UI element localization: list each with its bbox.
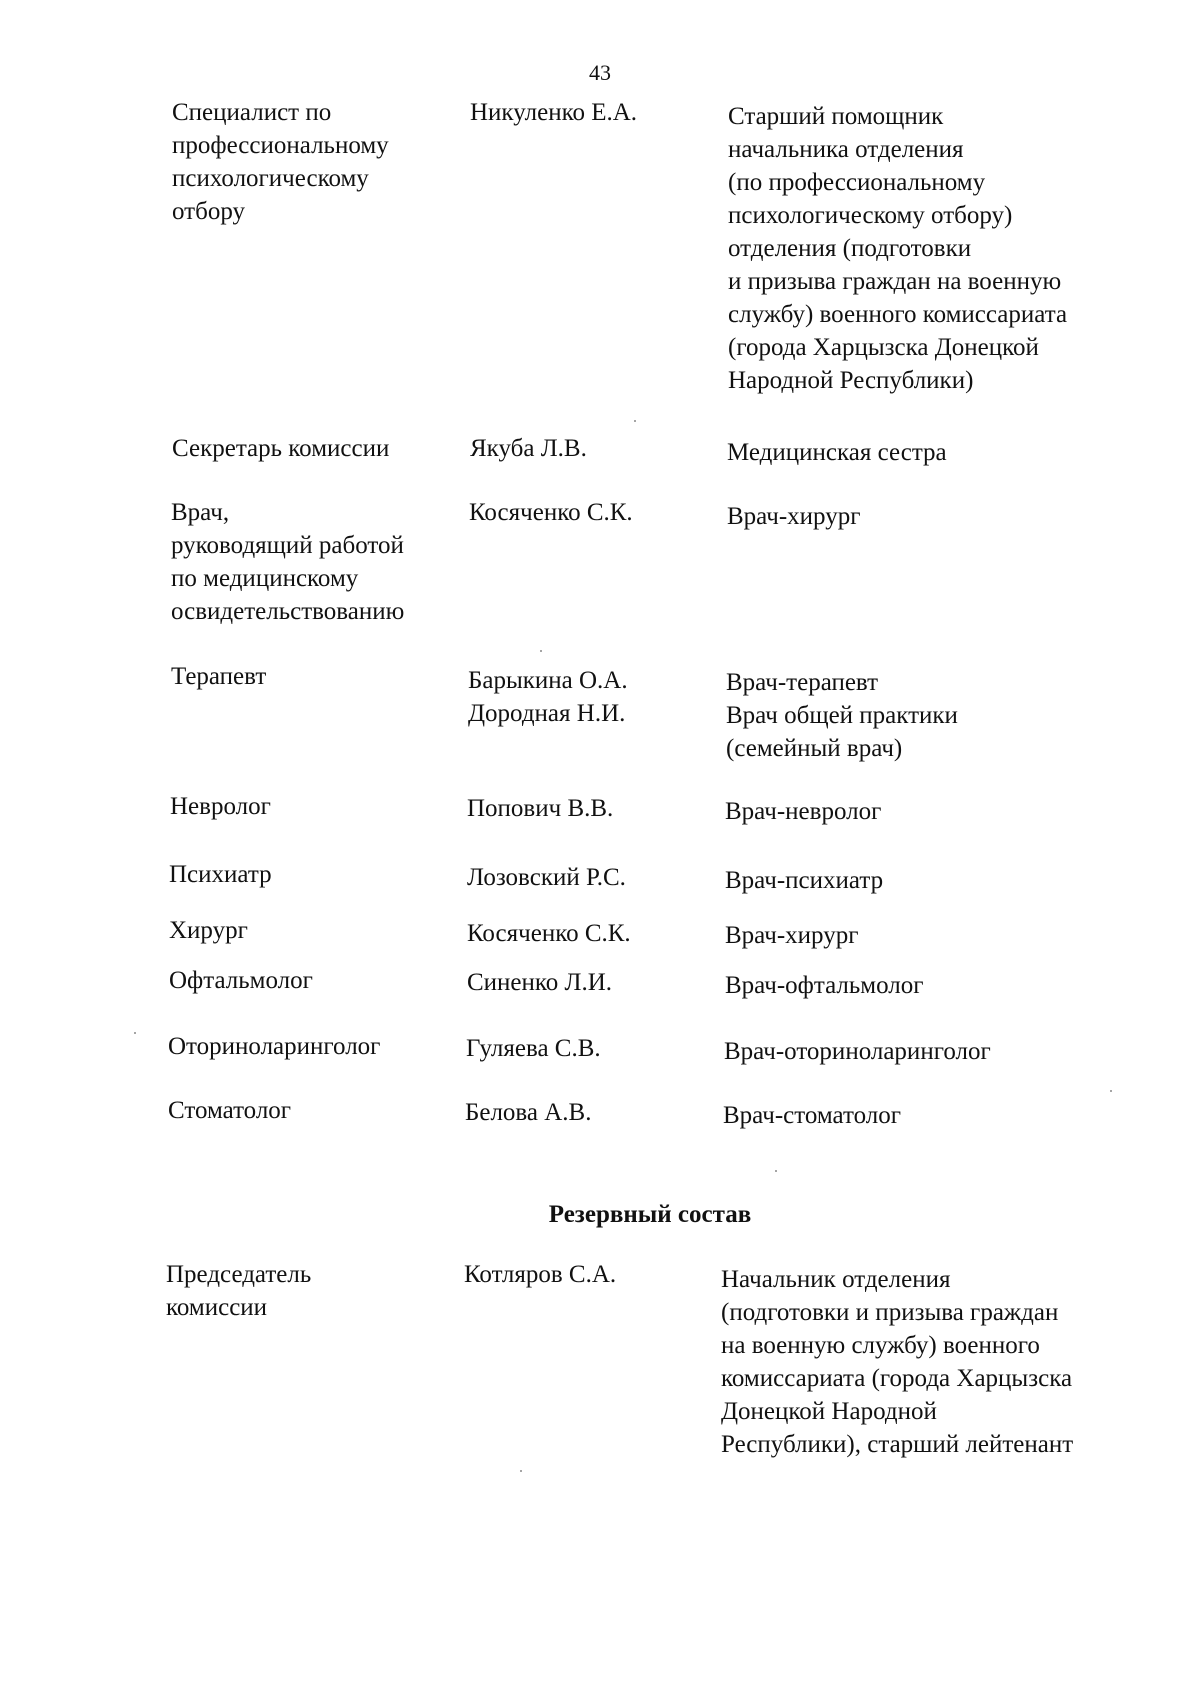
position-cell: Врач-офтальмолог (725, 972, 924, 999)
position-cell: Врач-хирург (725, 922, 859, 949)
role-cell: Председатель комиссии (166, 1261, 312, 1321)
role-cell: Офтальмолог (169, 967, 313, 994)
position-cell: Медицинская сестра (727, 439, 947, 466)
name-cell: Косяченко С.К. (467, 920, 631, 947)
position-cell: Врач-невролог (725, 798, 882, 825)
scan-speck (634, 420, 636, 422)
name-cell: Котляров С.А. (464, 1261, 617, 1288)
role-cell: Хирург (169, 917, 248, 944)
role-cell: Секретарь комиссии (172, 435, 390, 462)
scan-speck (134, 1032, 136, 1034)
position-cell: Старший помощник начальника отделения (по профессиональному психологическому отбору) отделения (подготовки и призыва граждан на военную службу) военного комиссариата (города Харцызска Донецкой Народной Республики) (728, 103, 1068, 394)
role-cell: Врач, руководящий работой по медицинскому освидетельствованию (171, 499, 405, 625)
position-cell: Врач-хирург (727, 503, 861, 530)
position-cell: Начальник отделения (подготовки и призыва граждан на военную службу) военного комиссариата (города Харцызска Донецкой Народной Республики), старший лейтенант (721, 1266, 1074, 1458)
name-cell: Никуленко Е.А. (470, 99, 638, 126)
position-cell: Врач-стоматолог (723, 1102, 901, 1129)
scan-speck (775, 1170, 777, 1172)
scan-speck (520, 1470, 522, 1472)
name-cell: Косяченко С.К. (469, 499, 633, 526)
role-cell: Психиатр (169, 861, 272, 888)
name-cell: Лозовский Р.С. (467, 864, 626, 891)
name-cell: Якуба Л.В. (470, 435, 587, 462)
name-cell: Попович В.В. (467, 795, 614, 822)
name-cell: Белова А.В. (465, 1099, 592, 1126)
position-cell: Врач-психиатр (725, 867, 884, 894)
role-cell: Невролог (170, 793, 271, 820)
role-cell: Оториноларинголог (168, 1033, 381, 1060)
role-cell: Стоматолог (168, 1097, 292, 1124)
position-cell: Врач-терапевт Врач общей практики (семейный врач) (726, 669, 958, 762)
scan-speck (540, 650, 542, 652)
scan-speck (1110, 1090, 1112, 1092)
section-title: Резервный состав (548, 1201, 752, 1228)
page-number: 43 (589, 60, 611, 85)
name-cell: Барыкина О.А. Дородная Н.И. (468, 667, 628, 727)
position-cell: Врач-оториноларинголог (724, 1038, 991, 1065)
name-cell: Синенко Л.И. (467, 969, 613, 996)
role-cell: Терапевт (171, 663, 267, 690)
role-cell: Специалист по профессиональному психологическому отбору (172, 99, 389, 225)
name-cell: Гуляева С.В. (466, 1035, 601, 1062)
